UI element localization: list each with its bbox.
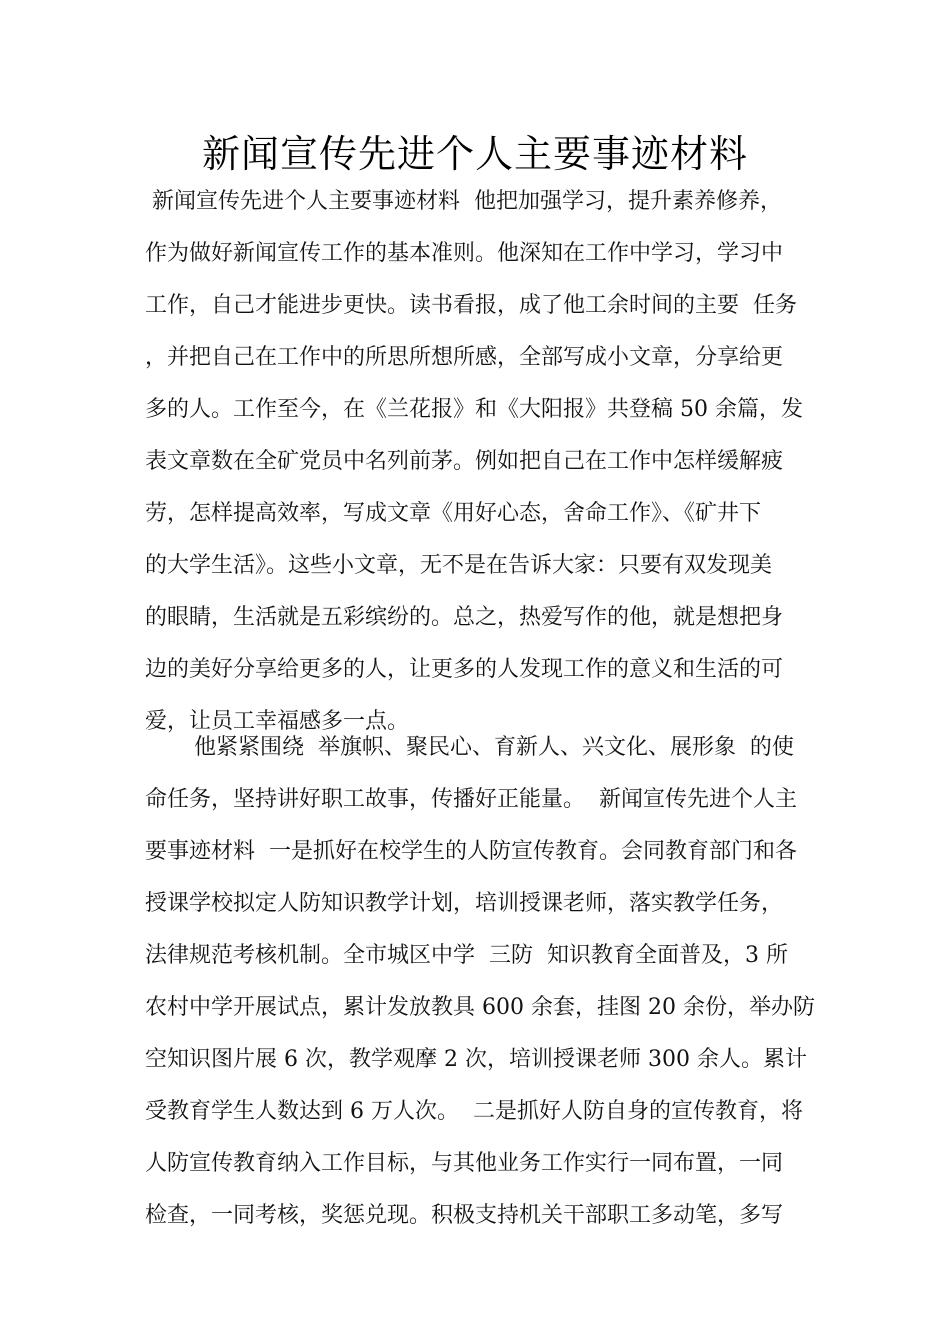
text-line: 命任务，坚持讲好职工故事，传播好正能量。 新闻宣传先进个人主: [145, 787, 797, 812]
text-line: 表文章数在全矿党员中名列前茅。例如把自己在工作中怎样缓解疲: [145, 449, 784, 474]
text-line: 爱，让员工幸福感多一点。: [145, 709, 410, 734]
text-line: 要事迹材料 一是抓好在校学生的人防宣传教育。会同教育部门和各: [145, 839, 797, 864]
text-line: 新闻宣传先进个人主要事迹材料 他把加强学习，提升素养修养，: [145, 189, 782, 214]
text-line: 人防宣传教育纳入工作目标，与其他业务工作实行一同布置，一同: [145, 1151, 784, 1176]
paragraph-2: [145, 722, 815, 1242]
text-line: 多的人。工作至今，在《兰花报》和《大阳报》共登稿 50 余篇，发: [145, 397, 803, 422]
text-line: 工作，自己才能进步更快。读书看报，成了他工余时间的主要 任务: [145, 293, 797, 318]
text-line: 的大学生活》。这些小文章，无不是在告诉大家：只要有双发现美: [145, 553, 773, 578]
text-line: 劳，怎样提高效率，写成文章《用好心态，舍命工作》、《矿井下: [145, 501, 762, 526]
paragraph-1: [145, 176, 815, 748]
text-line: 农村中学开展试点，累计发放教具 600 余套，挂图 20 余份，举办防: [145, 995, 815, 1020]
text-line: 授课学校拟定人防知识教学计划，培训授课老师，落实教学任务，: [145, 891, 784, 916]
text-line: 他紧紧围绕 举旗帜、聚民心、育新人、兴文化、展形象 的使: [145, 735, 794, 760]
text-line: 法律规范考核机制。全市城区中学 三防 知识教育全面普及，3 所: [145, 943, 788, 968]
text-line: 作为做好新闻宣传工作的基本准则。他深知在工作中学习，学习中: [145, 241, 784, 266]
text-line: ，并把自己在工作中的所思所想所感，全部写成小文章，分享给更: [145, 345, 784, 370]
document-title: 新闻宣传先进个人主要事迹材料: [201, 132, 748, 176]
text-line: 空知识图片展 6 次，教学观摩 2 次，培训授课老师 300 余人。累计: [145, 1047, 807, 1072]
text-line: 检查，一同考核，奖惩兑现。积极支持机关干部职工多动笔，多写: [145, 1203, 784, 1228]
text-line: 的眼睛，生活就是五彩缤纷的。总之，热爱写作的他，就是想把身: [145, 605, 784, 630]
text-line: 边的美好分享给更多的人，让更多的人发现工作的意义和生活的可: [145, 657, 784, 682]
text-line: 受教育学生人数达到 6 万人次。 二是抓好人防自身的宣传教育，将: [145, 1099, 803, 1124]
